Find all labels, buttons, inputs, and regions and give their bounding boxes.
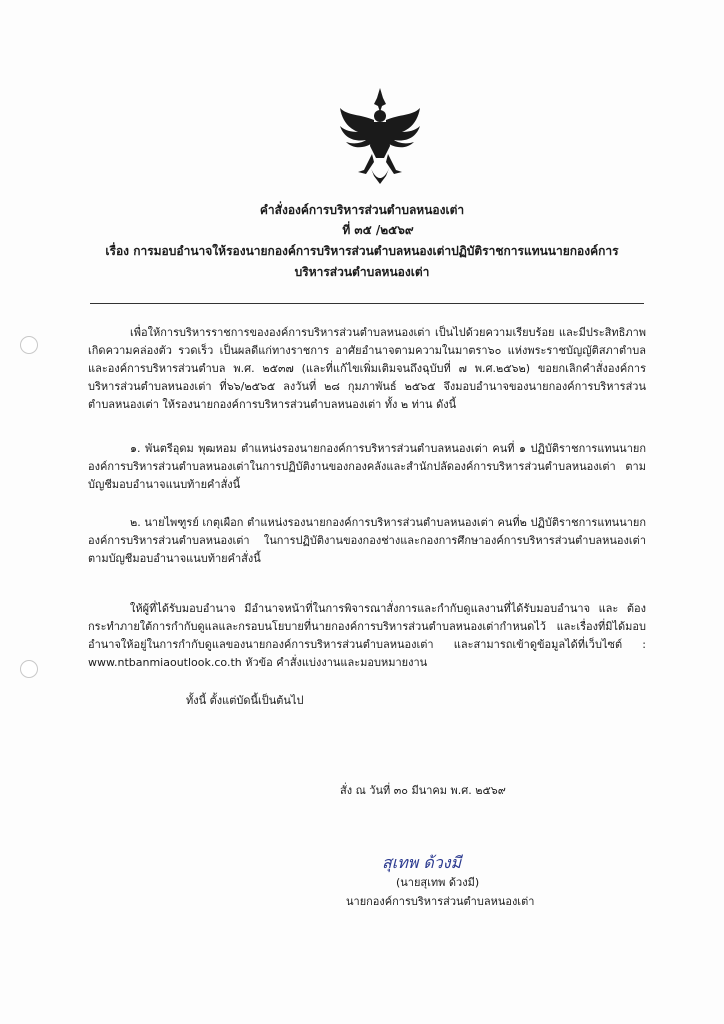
header-divider: [90, 303, 644, 304]
item2-text: ๒. นายไพฑูรย์ เกตุเผือก ตำแหน่งรองนายกองค์การบริหารส่วนตำบลหนองเต่า คนที่๒ ปฏิบัติราชการแทนนายกองค์การบริหารส่วนตำบลหนองเต่า ในการปฏิบัติงานของกองช่างและกองการศึกษาองค์การบริหารส่วนตำบลหนองเต่า ตามบัญชีมอบอำนาจแนบท้ายคำสั่งนี้: [88, 516, 646, 565]
order-title: คำสั่งองค์การบริหารส่วนตำบลหนองเต่า: [259, 203, 465, 217]
punch-hole-bottom: [20, 660, 38, 678]
order-subject-line2: บริหารส่วนตำบลหนองเต่า: [294, 265, 430, 279]
effective-text: ทั้งนี้ ตั้งแต่บัดนี้เป็นต้นไป: [186, 694, 304, 707]
item2-paragraph: [88, 514, 646, 568]
duty-text: ให้ผู้ที่ได้รับมอบอำนาจ มีอำนาจหน้าที่ในการพิจารณาสั่งการและกำกับดูแลงานที่ได้รับมอบอำนาจ และ ต้องกระทำภายใต้การกำกับดูแลและกรอบนโยบายที่นายกองค์การบริหารส่วนตำบลหนองเต่ากำหนดไว้ และเรื่องที่มิได้มอบอำนาจให้อยู่ในการกำกับดูแลของนายกองค์การบริหารส่วนตำบลหนองเต่า และสามารถเข้าดูข้อมูลได้ที่เว็บไซต์ : www.ntbanmiaoutlook.co.th หัวข้อ คำสั่งแบ่งงานและมอบหมายงาน: [88, 602, 646, 669]
order-subject-line1: เรื่อง การมอบอำนาจให้รองนายกองค์การบริหารส่วนตำบลหนองเต่าปฏิบัติราชการแทนนายกองค์การ: [105, 244, 619, 258]
duty-paragraph: [88, 600, 646, 672]
signer-name: (นายสุเทพ ด้วงมี): [396, 876, 480, 889]
order-number: ที่ ๓๕ /๒๕๖๙: [342, 223, 414, 237]
intro-paragraph: [88, 324, 646, 414]
item1-text: ๑. พันตรีอุดม พุฒหอม ตำแหน่งรองนายกองค์การบริหารส่วนตำบลหนองเต่า คนที่ ๑ ปฏิบัติราชการแทนนายกองค์การบริหารส่วนตำบลหนองเต่าในการปฏิบัติงานของกองคลังและสำนักปลัดองค์การบริหารส่วนตำบลหนองเต่า ตามบัญชีมอบอำนาจแนบท้ายคำสั่งนี้: [88, 442, 646, 491]
item1-paragraph: [88, 440, 646, 494]
signature: สุเทพ ด้วงมี: [382, 853, 462, 872]
punch-hole-top: [20, 336, 38, 354]
signer-title: นายกองค์การบริหารส่วนตำบลหนองเต่า: [346, 895, 535, 908]
intro-text: เพื่อให้การบริหารราชการขององค์การบริหารส่วนตำบลหนองเต่า เป็นไปด้วยความเรียบร้อย และมีประสิทธิภาพ เกิดความคล่องตัว รวดเร็ว เป็นผลดีแก่ทางราชการ อาศัยอำนาจตามความในมาตรา๖๐ แห่งพระราชบัญญัติสภาตำบลและองค์การบริหารส่วนตำบล พ.ศ. ๒๕๓๗ (และที่แก้ไขเพิ่มเติมจนถึงฉุบับที่ ๗ พ.ศ.๒๕๖๒) ขอยกเลิกคำสั่งองค์การบริหารส่วนตำบลหนองเต่า ที่๖๖/๒๕๖๕ ลงวันที่ ๒๘ กุมภาพันธ์ ๒๕๖๕ จึงมอบอำนาจของนายกองค์การบริหารส่วนตำบลหนองเต่า ให้รองนายกองค์การบริหารส่วนตำบลหนองเต่า ทั้ง ๒ ท่าน ดังนี้: [88, 326, 646, 411]
ordered-date: สั่ง ณ วันที่ ๓๐ มีนาคม พ.ศ. ๒๕๖๙: [340, 784, 506, 797]
garuda-emblem-icon: [336, 86, 424, 186]
